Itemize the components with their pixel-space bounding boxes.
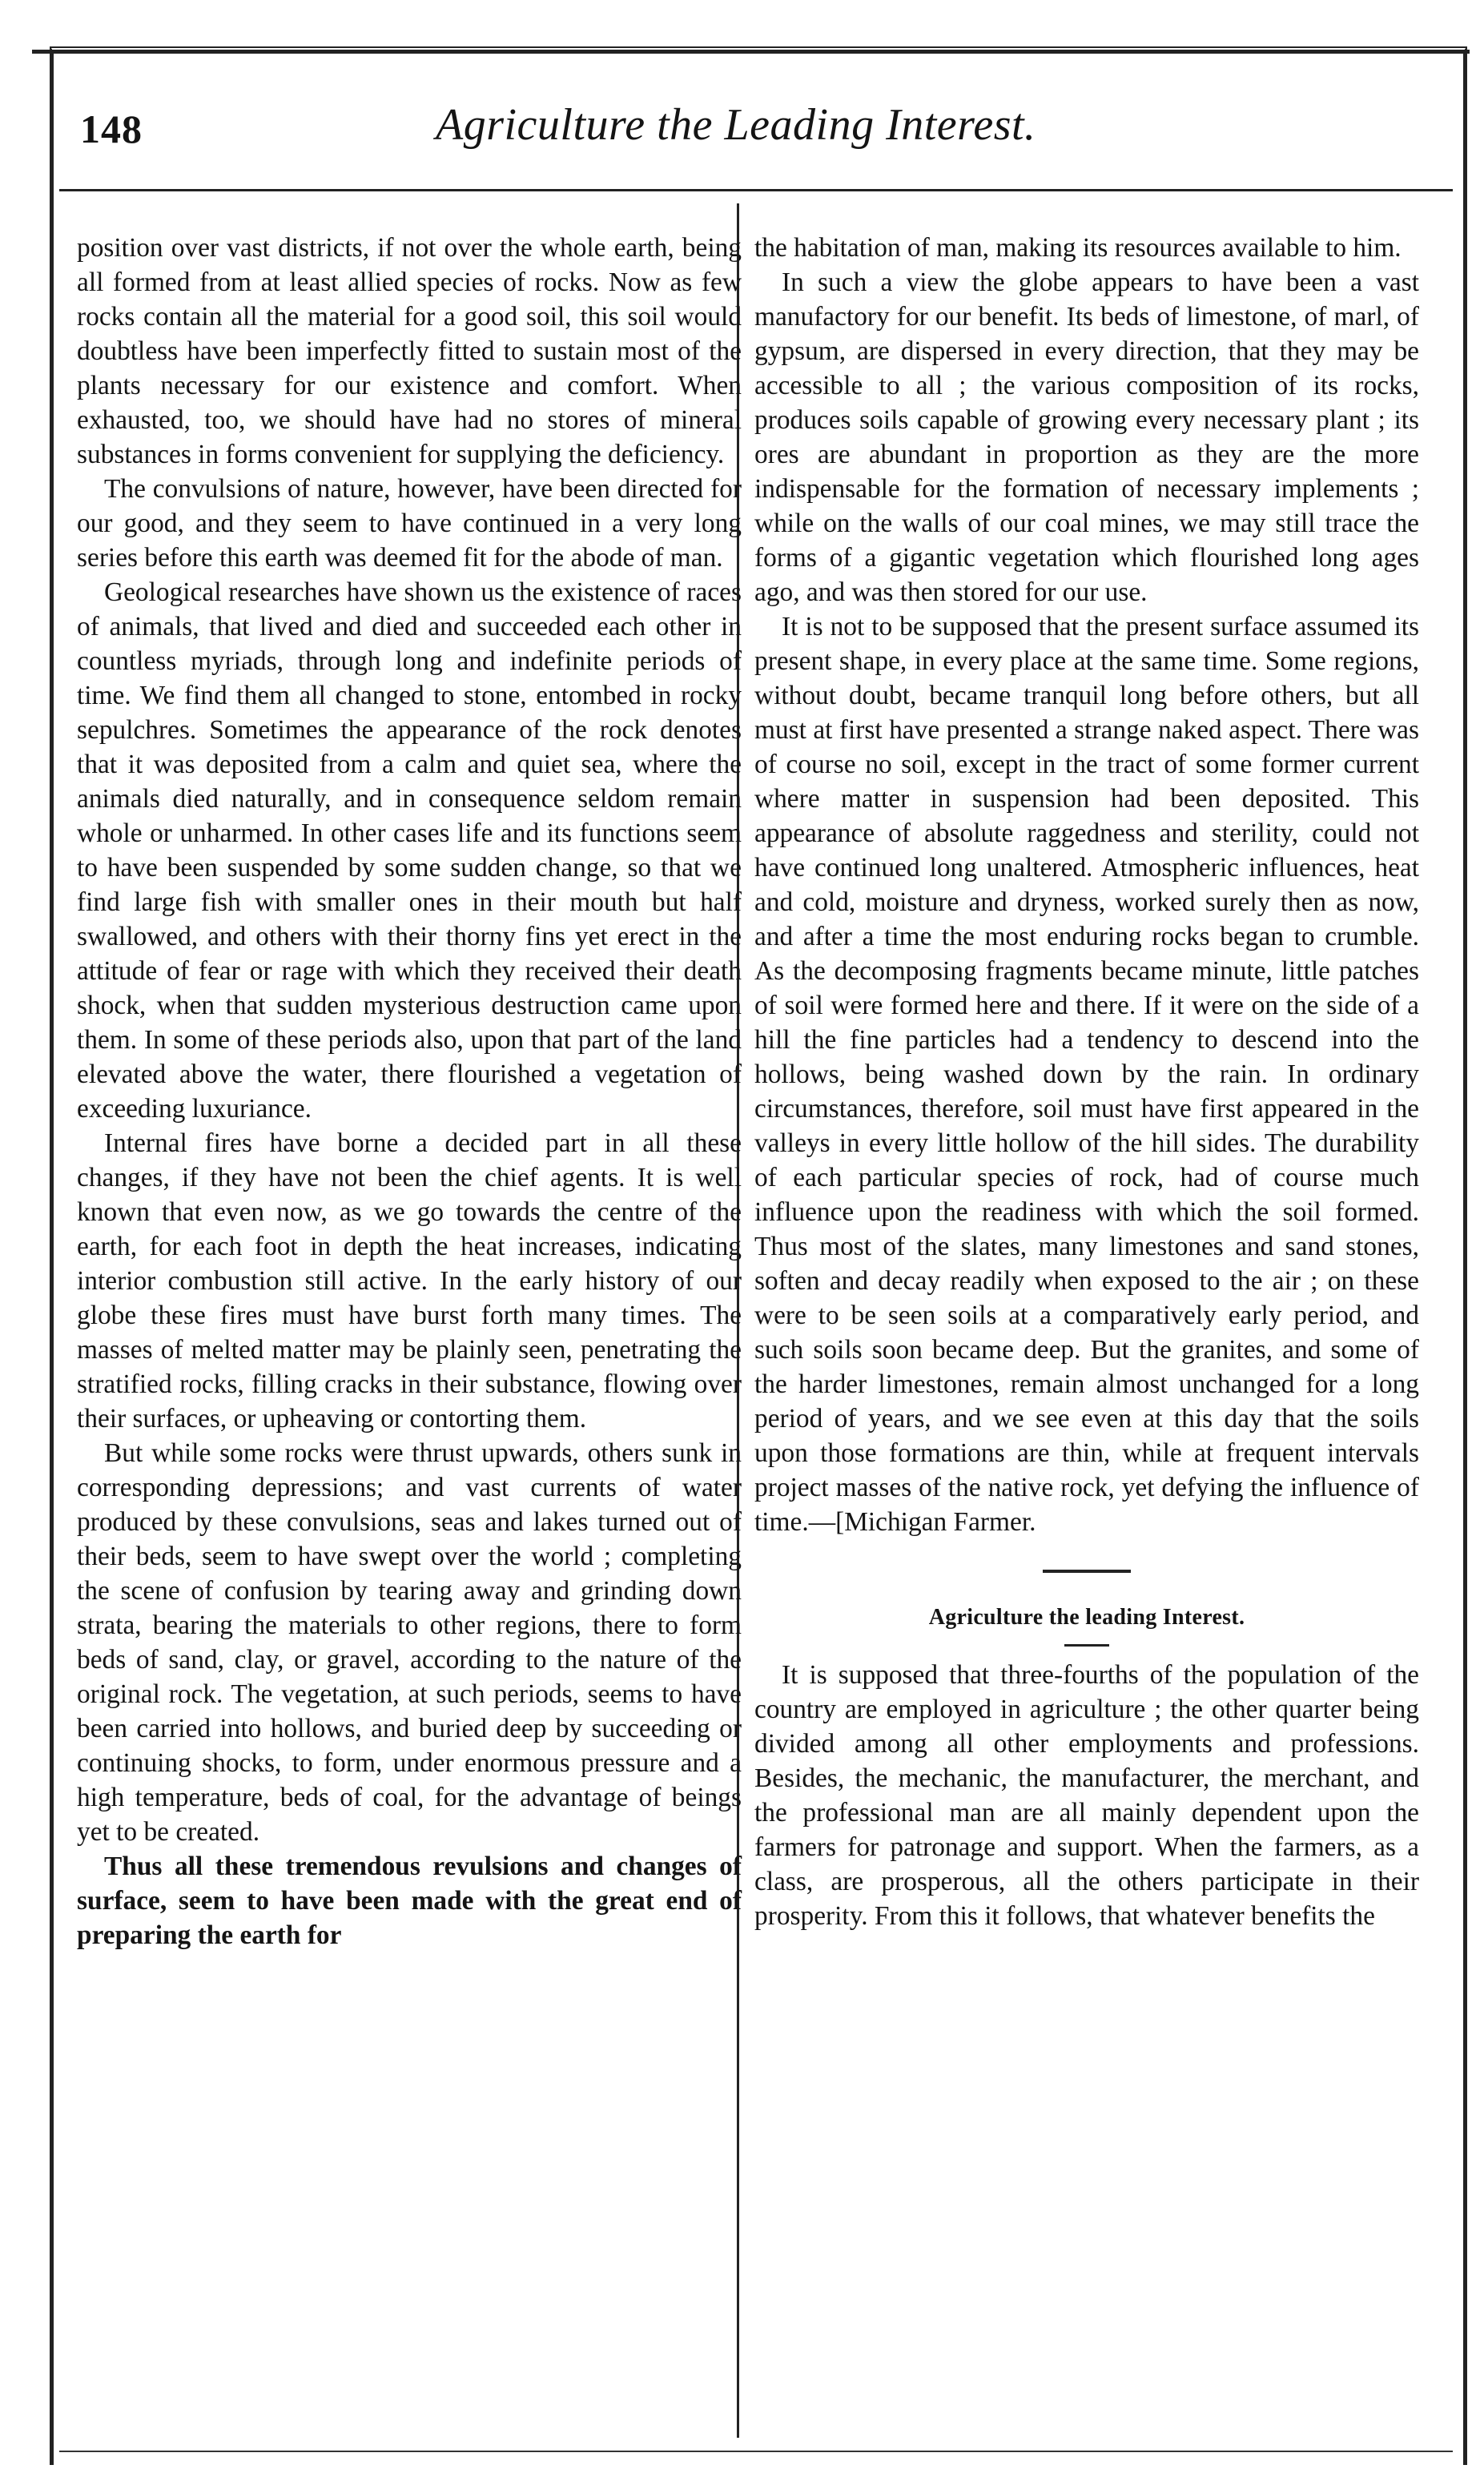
header-rule	[59, 189, 1453, 191]
article-paragraph: It is supposed that three-fourths of the population of the country are employed in agriculture ; the other quarter being divided among all other employments and professions. Besides, the mechanic, the manufacturer, the merchant, and the professional man are all mainly dependent upon the farmers for patronage and support. When the farmers, as a class, are prosperous, all the others participate in their prosperity. From this it follows, that whatever benefits the	[754, 1660, 1419, 1931]
bottom-rule	[59, 2451, 1453, 2452]
title-rule	[1064, 1644, 1109, 1647]
paragraph: But while some rocks were thrust upwards, others sunk in corresponding depressions; and vast currents of water produced by these convulsions, seas and lakes turned out of their beds, seem to have swept over the world ; completing the scene of confusion by tearing away and grinding down strata, bearing the materials to other regions, there to form beds of sand, clay, or gravel, according to the nature of the original rock. The vegetation, at such periods, seems to have been carried into hollows, and buried deep by succeeding or continuing shocks, to form, under enormous pressure and a high temperature, beds of coal, for the advantage of beings yet to be created.	[77, 1438, 742, 1847]
paragraph: It is not to be supposed that the present surface assumed its present shape, in every place at the same time. Some regions, without doubt, became tranquil long before others, but all must at first have presented a strange naked aspect. There was of course no soil, except in the tract of some former current where matter in suspension had been deposited. This appearance of absolute raggedness and sterility, could not have continued long unaltered. Atmospheric influences, heat and cold, moisture and dryness, worked surely then as now, and after a time the most enduring rocks began to crumble. As the decomposing fragments became minute, little patches of soil were formed here and there. If it were on the side of a hill the fine particles had a tendency to descend into the hollows, being washed down by the rain. In ordinary circumstances, therefore, soil must have first appeared in the valleys in every little hollow of the hill sides. The durability of each particular species of rock, had of course much influence upon the readiness with which the soil formed. Thus most of the slates, many limestones and sand stones, soften and decay readily when exposed to the air ; on these were to be seen soils at a comparatively early period, and such soils soon became deep. But the granites, and some of the harder limestones, remain almost unchanged for a long period of years, and we see even at this day that the soils upon those formations are thin, while at frequent intervals project masses of the native rock, yet defying the influence of time.—[Michigan Farmer.	[754, 612, 1419, 1537]
running-head: Agriculture the Leading Interest.	[436, 100, 1036, 150]
paragraph: Geological researches have shown us the existence of races of animals, that lived and died and succeeded each other in countless myriads, through long and indefinite periods of time. We find them all changed to stone, entombed in rocky sepulchres. Sometimes the appearance of the rock denotes that it was deposited from a calm and quiet sea, where the animals died naturally, and in consequence seldom remain whole or unharmed. In other cases life and its functions seem to have been suspended by some sudden change, so that we find large fish with smaller ones in their mouth but half swallowed, and others with their thorny fins yet erect in the attitude of fear or rage with which they received their death shock, when that sudden mysterious destruction came upon them. In some of these periods also, upon that part of the land elevated above the water, there flourished a vegetation of exceeding luxuriance.	[77, 577, 742, 1124]
right-column	[754, 231, 1419, 1933]
article-title: Agriculture the leading Interest.	[928, 1605, 1245, 1630]
paragraph: Thus all these tremendous revulsions and changes of surface, seem to have been made with the great end of preparing the earth for	[77, 1852, 742, 1950]
page-number: 148	[80, 107, 143, 151]
article-separator	[1043, 1570, 1131, 1573]
paragraph: the habitation of man, making its resources available to him.	[754, 233, 1402, 263]
paragraph: In such a view the globe appears to have been a vast manufactory for our benefit. Its beds of limestone, of marl, of gypsum, are dispersed in every direction, that they may be accessible to all ; the various composition of its rocks, produces soils capable of growing every necessary plant ; its ores are abundant in proportion as they are the more indispensable for the formation of necessary implements ; while on the walls of our coal mines, we may still trace the forms of a gigantic vegetation which flourished long ages ago, and was then stored for our use.	[754, 267, 1419, 607]
left-column	[77, 231, 742, 1952]
paragraph: position over vast districts, if not over the whole earth, being all formed from at least allied species of rocks. Now as few rocks contain all the material for a good soil, this soil would doubtless have been imperfectly fitted to sustain most of the plants necessary for our existence and comfort. When exhausted, too, we should have had no stores of mineral substances in forms convenient for supplying the deficiency.	[77, 233, 742, 469]
paragraph: Internal fires have borne a decided part in all these changes, if they have not been the chief agents. It is well known that even now, as we go towards the centre of the earth, for each foot in depth the heat increases, indicating interior combustion still active. In the early history of our globe these fires must have burst forth many times. The masses of melted matter may be plainly seen, penetrating the stratified rocks, filling cracks in their substance, flowing over their surfaces, or upheaving or contorting them.	[77, 1128, 742, 1433]
page-header	[59, 96, 1453, 176]
paragraph: The convulsions of nature, however, have been directed for our good, and they seem to have continued in a very long series before this earth was deemed fit for the abode of man.	[77, 474, 742, 573]
